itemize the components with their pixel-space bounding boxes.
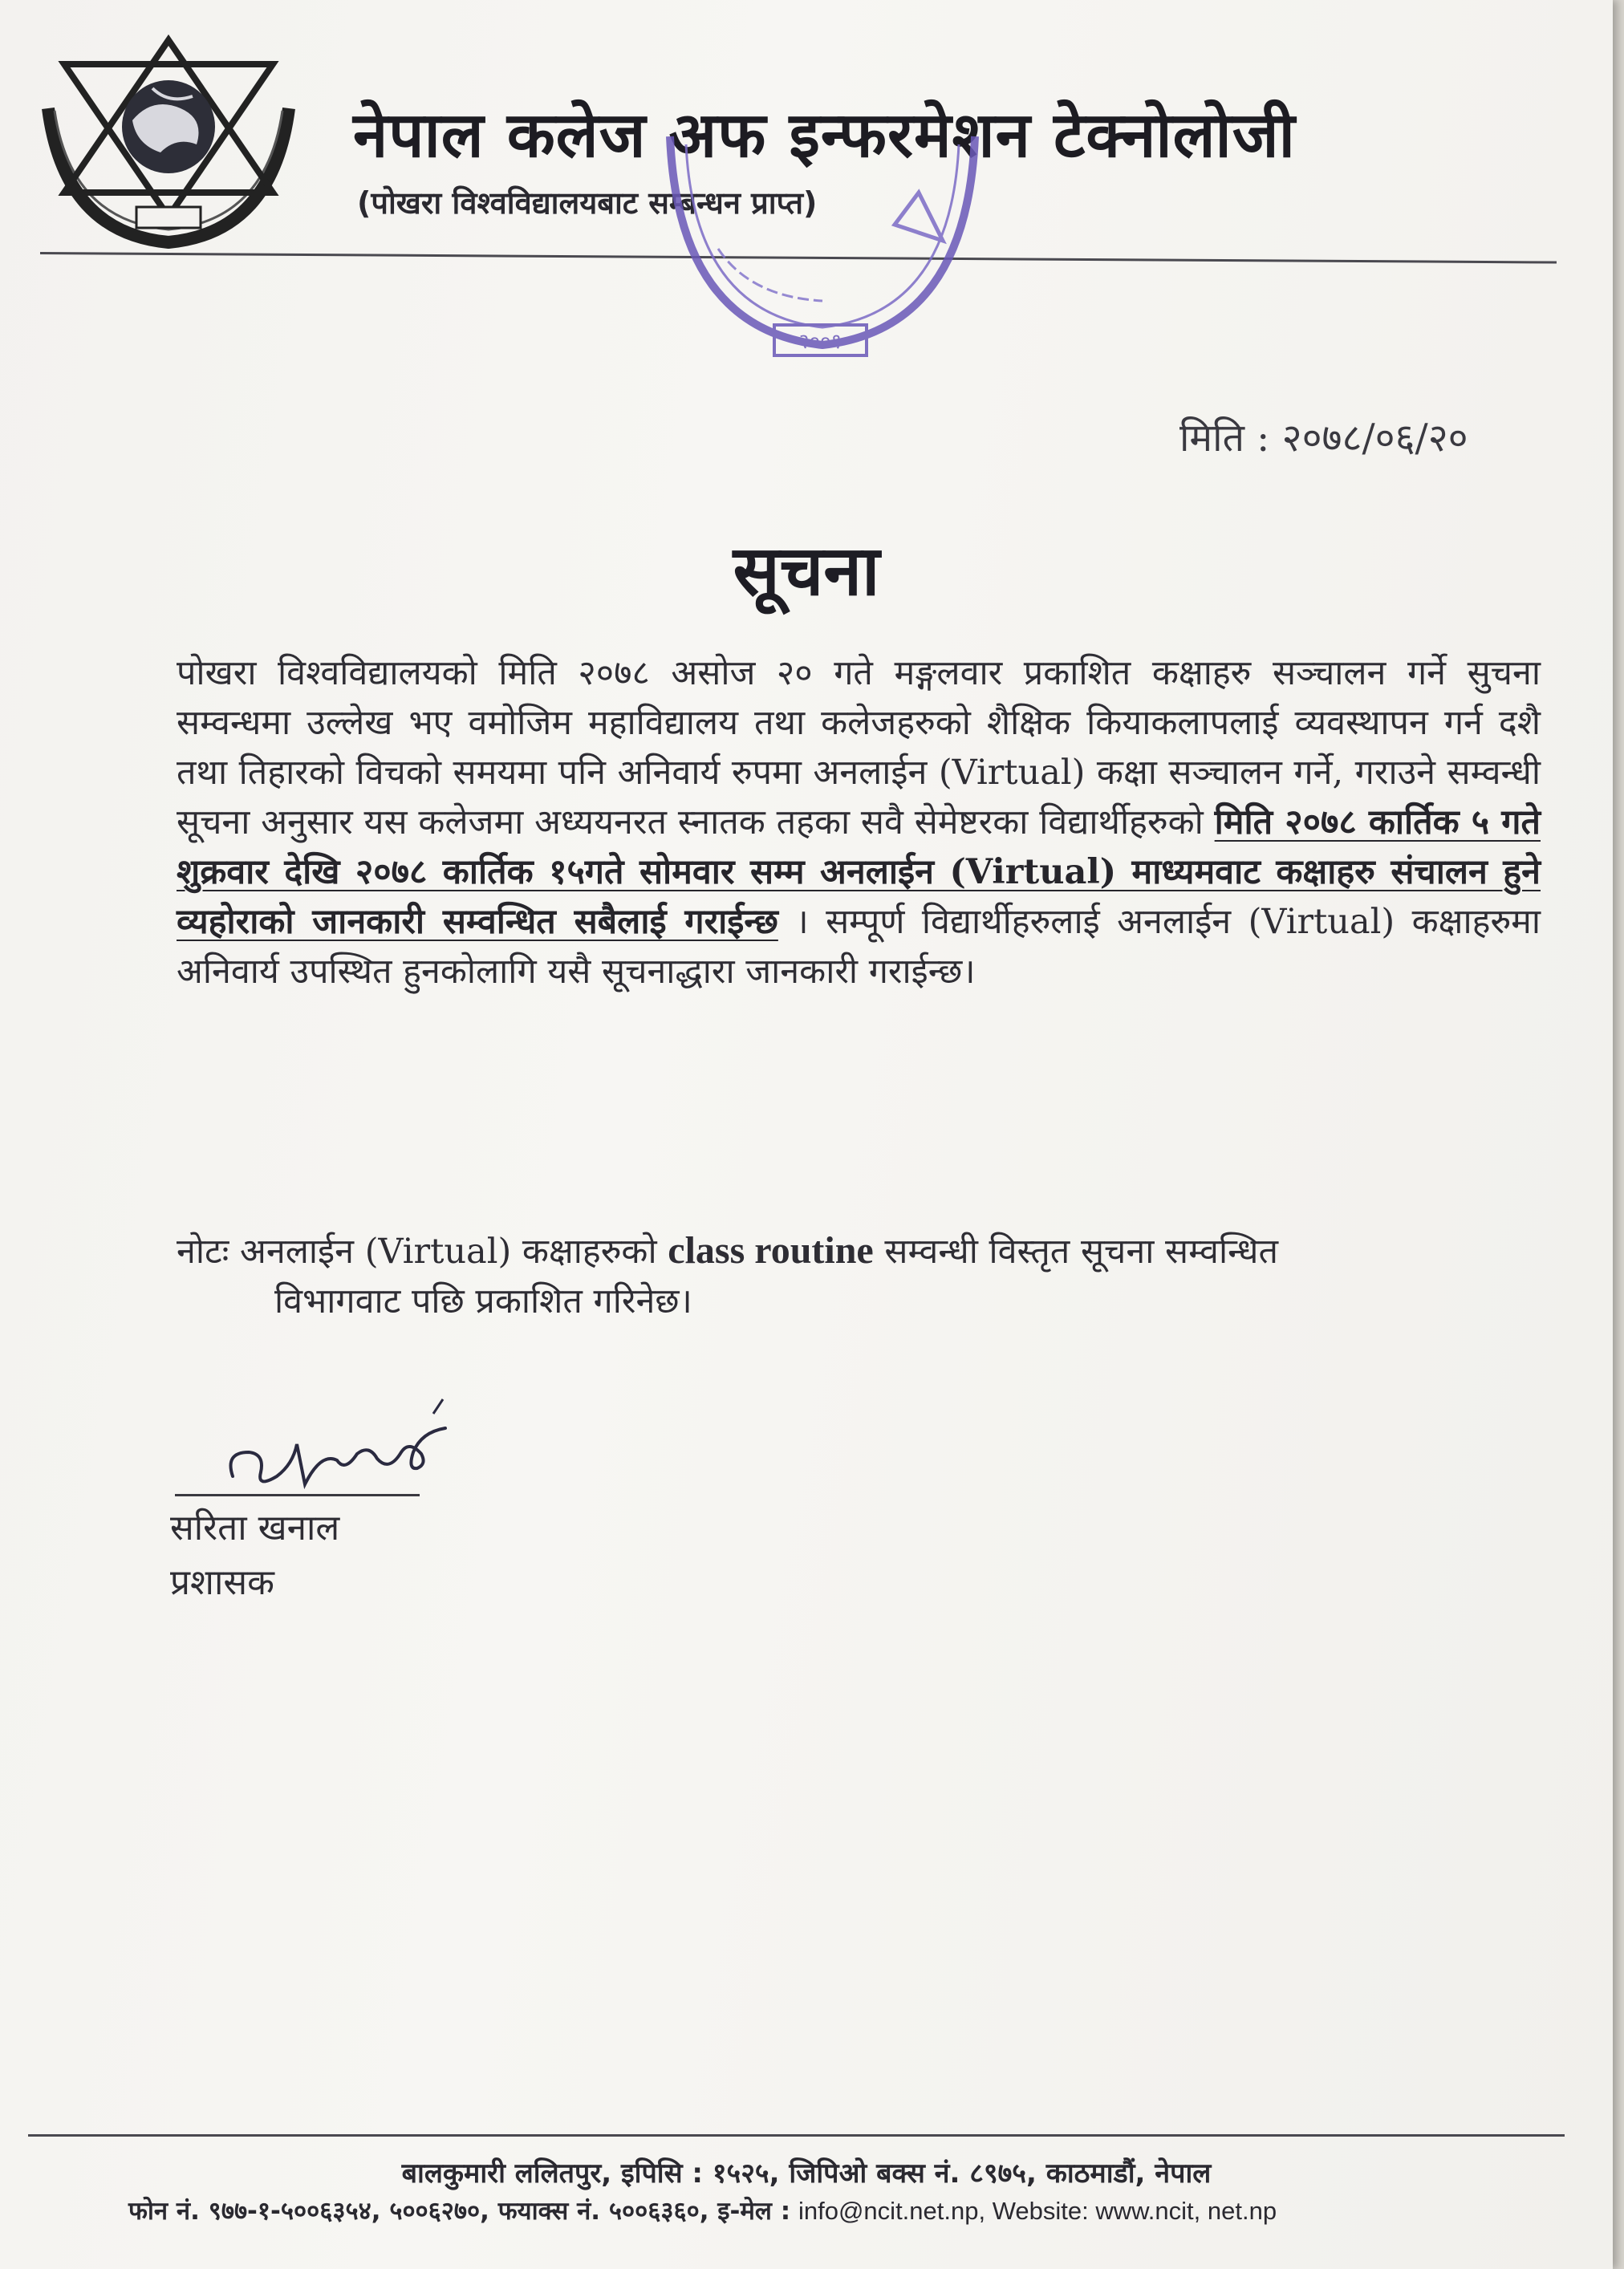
note-text-b: सम्वन्धी विस्तृत सूचना सम्वन्धित — [884, 1232, 1278, 1272]
note-class-routine: class routine — [668, 1229, 874, 1272]
signature-icon — [217, 1396, 481, 1500]
note-label: नोटः — [177, 1232, 229, 1272]
notice-body — [177, 648, 1541, 996]
note-text-line2: विभागवाट पछि प्रकाशित गरिनेछ। — [274, 1281, 692, 1321]
note-text-a: अनलाईन (Virtual) कक्षाहरुको — [240, 1232, 657, 1272]
college-seal-icon — [32, 32, 305, 249]
note-block — [177, 1226, 1541, 1326]
footer-contact — [128, 2194, 1277, 2227]
signature-line — [175, 1494, 420, 1496]
college-name: नेपाल कलेज अफ इन्फरमेशन टेक्नोलोजी — [353, 99, 1296, 172]
notice-date: मिति : २०७८/०६/२० — [1179, 416, 1468, 461]
college-stamp-icon — [654, 128, 991, 369]
signatory-title: प्रशासक — [170, 1562, 274, 1603]
affiliation-line: (पोखरा विश्वविद्यालयबाट सम्बन्धन प्राप्त) — [357, 185, 818, 221]
body-highlight: मिति २०७८ कार्तिक ५ गते शुक्रवार देखि २०७८ कार्तिक १५गते सोमवार सम्म अनलाईन (Virtual) माध्यमवाट कक्षाहरु संचालन हुने व्यहोराको जानकारी सम्वन्धित सबैलाई गराईन्छ — [177, 802, 1541, 942]
body-text-part2: । सम्पूर्ण विद्यार्थीहरुलाई अनलाईन (Virtual) कक्षाहरुमा अनिवार्य उपस्थित हुनकोलागि यसै सूचनाद्धारा जानकारी गराईन्छ। — [177, 902, 1541, 992]
stamp-year: २००१ — [798, 330, 842, 354]
signatory-name: सरिता खनाल — [170, 1508, 340, 1549]
footer-divider — [28, 2134, 1565, 2137]
footer-email-website: info@ncit.net.np, Website: www.ncit, net.np — [798, 2197, 1277, 2225]
notice-title: सूचना — [733, 531, 880, 611]
body-text-part1: पोखरा विश्वविद्यालयको मिति २०७८ असोज २० गते मङ्गलवार प्रकाशित कक्षाहरु सञ्चालन गर्ने सुचना सम्वन्धमा उल्लेख भए वमोजिम महाविद्यालय तथा कलेजहरुको शैक्षिक कियाकलापलाई व्यवस्थापन गर्न दशै तथा तिहारको विचको समयमा पनि अनिवार्य रुपमा अनलाईन (Virtual) कक्षा सञ्चालन गर्ने, गराउने सम्वन्धी सूचना अनुसार यस कलेजमा अध्ययनरत स्नातक तहका सवै सेमेष्टरका विद्यार्थीहरुको — [177, 653, 1541, 842]
footer-phone-fax: फोन नं. ९७७-१-५००६३५४, ५००६२७०, फयाक्स नं. ५००६३६०, इ-मेल : — [128, 2197, 791, 2226]
footer-address: बालकुमारी ललितपुर, इपिसि : १५२५, जिपिओ बक्स नं. ८९७५, काठमाडौं, नेपाल — [401, 2157, 1212, 2190]
